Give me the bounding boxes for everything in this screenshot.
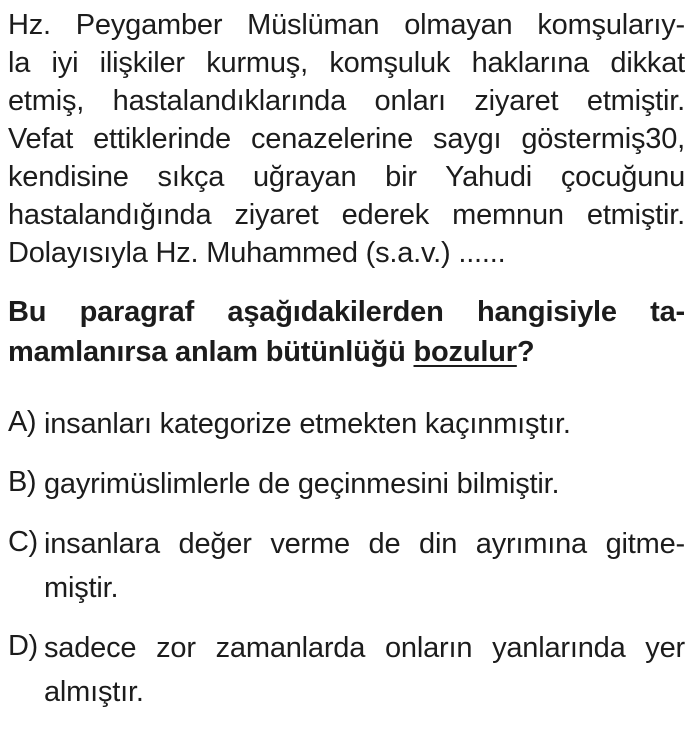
option-line: almıştır. xyxy=(44,676,144,708)
option-letter: B) xyxy=(8,466,36,498)
option-text xyxy=(44,522,685,610)
paragraph-line: etmiş, hastalandıklarında onları ziyaret etmiştir. xyxy=(8,85,685,117)
option-a[interactable] xyxy=(8,402,685,446)
question-line: Bu paragraf aşağıdakilerden hangisiyle ta- xyxy=(8,296,685,328)
option-text xyxy=(44,462,685,506)
option-letter: D) xyxy=(8,630,38,662)
option-line: sadece zor zamanlarda onların yanlarında yer xyxy=(44,632,685,664)
question-page xyxy=(8,0,685,730)
question-stem xyxy=(8,292,685,372)
option-b[interactable] xyxy=(8,462,685,506)
option-text xyxy=(44,402,685,446)
paragraph-line: la iyi ilişkiler kurmuş, komşuluk haklarına dikkat xyxy=(8,47,685,79)
underlined-keyword: bozulur xyxy=(413,336,517,368)
option-line: gayrimüslimlerle de geçinmesini bilmiştir. xyxy=(44,468,560,500)
paragraph-line: Hz. Peygamber Müslüman olmayan komşularıy- xyxy=(8,9,685,41)
option-line: insanlara değer verme de din ayrımına gitme- xyxy=(44,528,685,560)
question-text: mamlanırsa anlam bütünlüğü xyxy=(8,336,414,368)
option-d[interactable] xyxy=(8,626,685,714)
option-letter: A) xyxy=(8,406,36,438)
paragraph-line: kendisine sıkça uğrayan bir Yahudi çocuğunu xyxy=(8,161,685,193)
question-mark: ? xyxy=(516,336,535,368)
answer-options xyxy=(8,402,685,714)
option-letter: C) xyxy=(8,526,38,558)
option-text xyxy=(44,626,685,714)
option-line: insanları kategorize etmekten kaçınmıştır. xyxy=(44,408,571,440)
question-line xyxy=(8,332,685,372)
option-c[interactable] xyxy=(8,522,685,610)
option-line: miştir. xyxy=(44,572,119,604)
paragraph-line: Vefat ettiklerinde cenazelerine saygı göstermiş30, xyxy=(8,123,685,155)
paragraph xyxy=(8,0,685,272)
paragraph-line: hastalandığında ziyaret ederek memnun etmiştir. xyxy=(8,199,685,231)
paragraph-line: Dolayısıyla Hz. Muhammed (s.a.v.) ...... xyxy=(8,237,506,269)
